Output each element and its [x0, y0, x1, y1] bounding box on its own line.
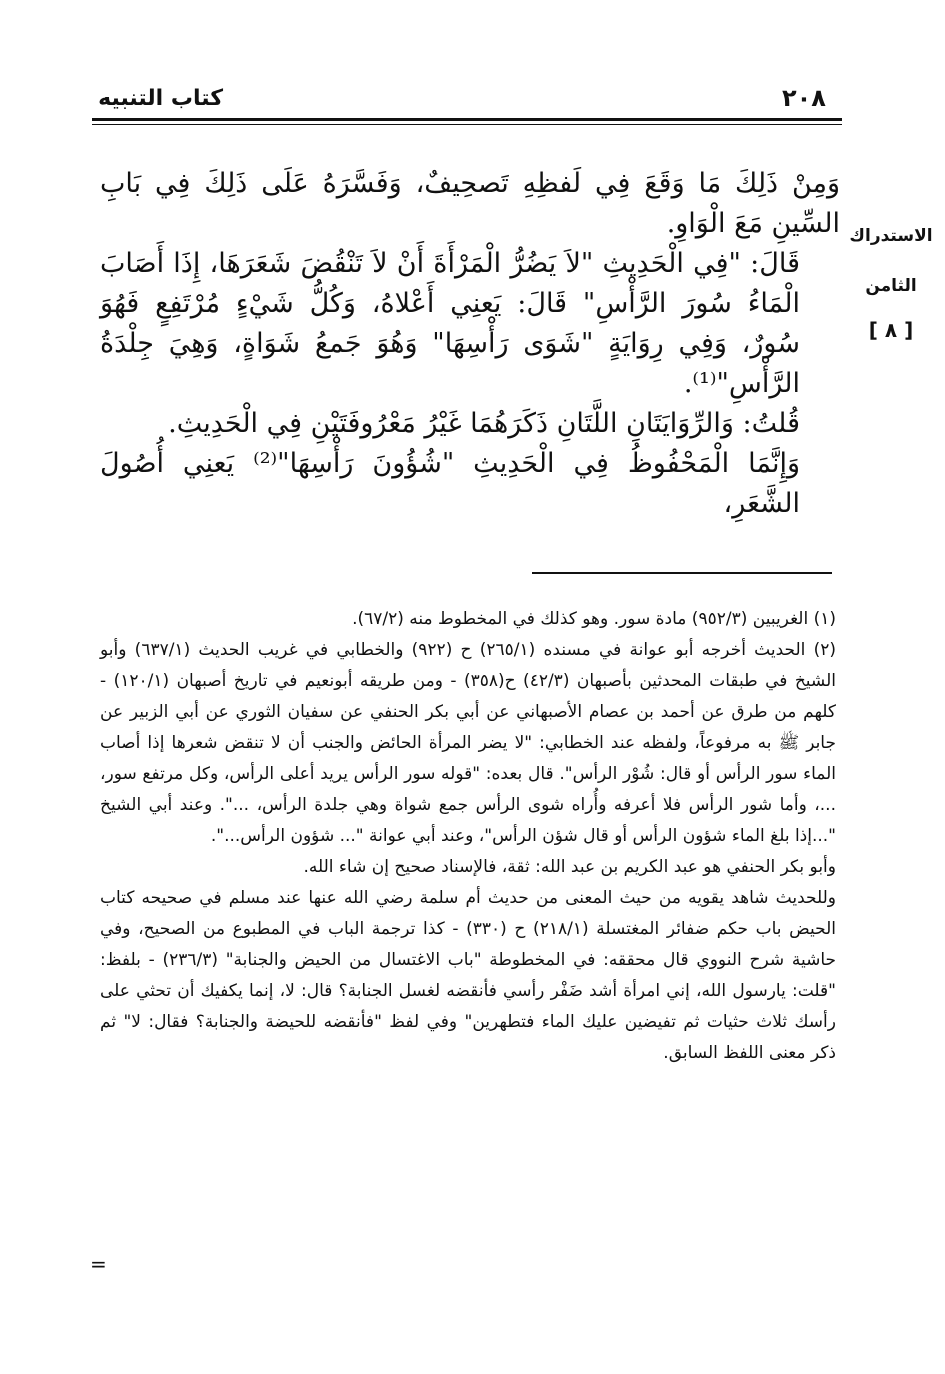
margin-label-line2: الثامن	[865, 276, 917, 296]
footnote-2-continuation-b: وللحديث شاهد يقويه من حيث المعنى من حديث أم سلمة رضي الله عنها عند مسلم في صحيحه كتاب الحيض باب حكم ضفائر المغتسلة (٢١٨/١) ح (٣٣٠) - كذا ترجمة الباب في المطبوع من الصحيح، وفي حاشية شرح النووي قال محققه: في المخطوطة "باب الاغتسال من الحيض والجنابة" (٢٣٦/٣) - بلفظ: "قلت: يارسول الله، إني امرأة أشد ضَفْر رأسي فأنقضه لغسل الجنابة؟ قال: لا، إنما يكفيك أن تحثي على رأسك ثلاث حثيات ثم تفيضين عليك الماء فتطهرين" وفي لفظ "فأنقضه للحيضة والجنابة؟ فقال: لا" ثم ذكر معنى اللفظ السابق.	[100, 888, 837, 1063]
header-rule-thin	[92, 124, 842, 125]
header-rule-thick	[92, 118, 842, 121]
main-paragraph-4: وَإِنَّمَا الْمَحْفُوظُ فِي الْحَدِيثِ "شُؤُونَ رَأْسِهَا"⁽²⁾ يَعنِي أُصُولَ الشَّعَرِ،	[100, 448, 801, 519]
margin-label-line1: الاستدراك	[849, 226, 933, 246]
main-text	[100, 164, 840, 524]
footnote-2-continuation-a: وأبو بكر الحنفي هو عبد الكريم بن عبد الله: ثقة، فالإسناد صحيح إن شاء الله.	[303, 857, 836, 877]
footnotes	[100, 604, 836, 1069]
continuation-mark: =	[90, 1252, 107, 1276]
footnote-2: (٢) الحديث أخرجه أبو عوانة في مسنده (٢٦٥/١) ح (٩٢٢) والخطابي في غريب الحديث (٦٣٧/١) وأبو الشيخ في طبقات المحدثين بأصبهان (٤٢/٣) ح(٣٥٨) - ومن طريقه أبونعيم في تاريخ أصبهان (١٢٠/١) - كلهم من طرق عن أحمد بن عصام الأصبهاني عن أبي بكر الحنفي عن سفيان الثوري عن أبي الزبير عن جابر ﷺ به مرفوعاً، ولفظه عند الخطابي: "لا يضر المرأة الحائض والجنب أن لا تنقض شعرها إذا أصاب الماء سور الرأس أو قال: شُوْر الرأس". قال بعده: "قوله سور الرأس يريد أعلى الرأس، وكل مرتفع سور، ...، وأما شور الرأس فلا أعرفه وأُراه شوى الرأس جمع شواة وهي جلدة الرأس، ...". وعند أبي الشيخ "...إذا بلغ الماء شؤون الرأس أو قال شؤن الرأس"، وعند أبي عوانة "... شؤون الرأس...".	[100, 640, 837, 846]
page-number: ٢٠٨	[782, 84, 826, 112]
main-paragraph-1: وَمِنْ ذَلِكَ مَا وَقَعَ فِي لَفظِهِ تَصحِيفٌ، وَفَسَّرَهُ عَلَى ذَلِكَ فِي بَابِ السِّينِ مَعَ الْوَاوِ.	[100, 168, 840, 239]
main-paragraph-3: قُلتُ: وَالرِّوَايَتَانِ اللَّتَانِ ذَكَرَهُمَا غَيْرُ مَعْرُوفَتَيْنِ فِي الْحَدِيثِ.	[168, 408, 800, 439]
footnote-separator	[532, 572, 832, 574]
margin-number: [ ٨ ]	[868, 318, 914, 342]
footnote-1: (١) الغريبين (٩٥٢/٣) مادة سور. وهو كذلك في المخطوط منه (٦٧/٢).	[352, 609, 836, 629]
running-title: كتاب التنبيه	[98, 86, 223, 111]
main-paragraph-2: قَالَ: "فِي الْحَدِيثِ "لاَ يَضُرُّ الْمَرْأَةَ أَنْ لاَ تَنْقُضَ شَعَرَهَا، إِذَا أَصَابَ الْمَاءُ سُورَ الرَّأْسِ" قَالَ: يَعنِي أَعْلاهُ، وَكُلُّ شَيْءٍ مُرْتَفِعٍ فَهُوَ سُورٌ، وَفِي رِوَايَةٍ "شَوَى رَأْسِهَا" وَهُوَ جَمعُ شَوَاةٍ، وَهِيَ جِلْدَةُ الرَّأْسِ"⁽¹⁾.	[100, 248, 800, 399]
